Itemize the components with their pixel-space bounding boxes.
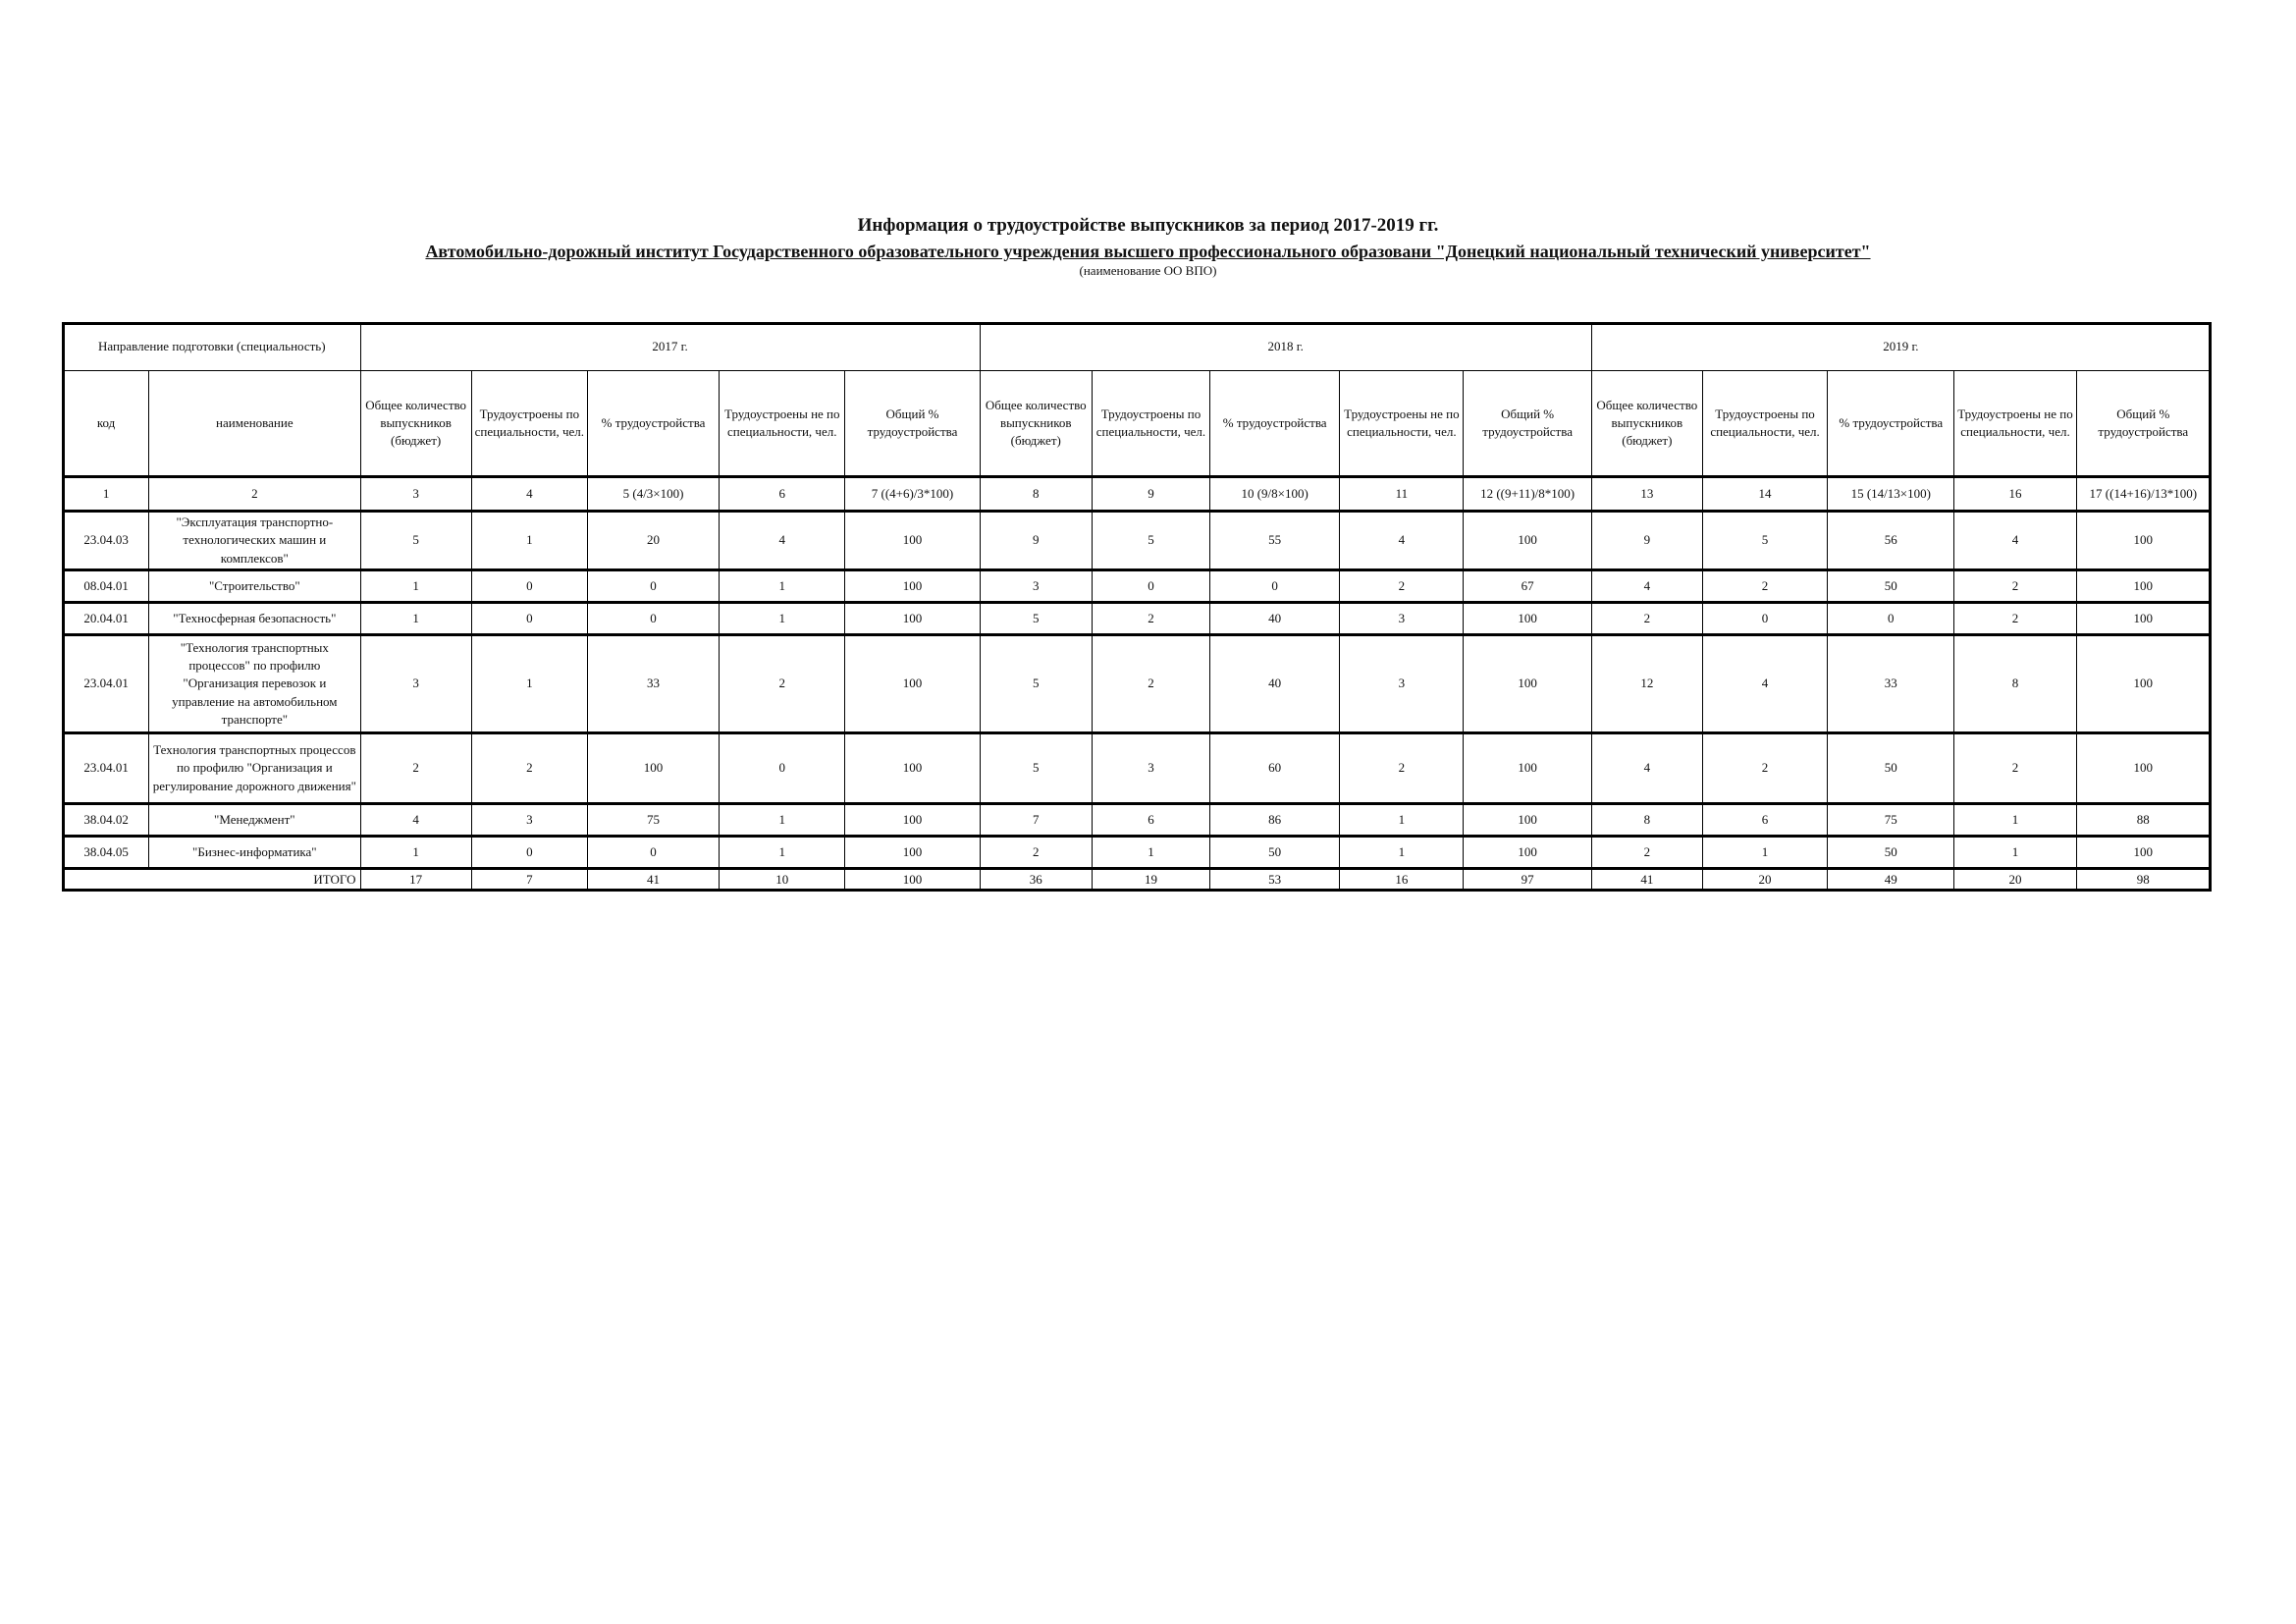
column-number: 4 — [471, 477, 587, 512]
total-value: 36 — [980, 869, 1092, 891]
column-header: Трудоустроены по специальности, чел. — [1092, 371, 1209, 477]
specialty-name: Технология транспортных процессов по профилю "Организация и регулирование дорожного движения" — [149, 733, 360, 804]
name-header: наименование — [149, 371, 360, 477]
value-cell: 2 — [1954, 570, 2076, 603]
value-cell: 6 — [1092, 804, 1209, 837]
value-cell: 8 — [1954, 635, 2076, 733]
column-header: % трудоустройства — [1828, 371, 1954, 477]
value-cell: 86 — [1210, 804, 1340, 837]
document-title: Информация о трудоустройстве выпускников за период 2017-2019 гг. — [857, 215, 1439, 236]
total-value: 20 — [1954, 869, 2076, 891]
value-cell: 100 — [845, 733, 980, 804]
column-header: Общее количество выпускников (бюджет) — [980, 371, 1092, 477]
value-cell: 1 — [1340, 837, 1464, 869]
year-header: 2019 г. — [1591, 324, 2210, 371]
column-header: Трудоустроены не по специальности, чел. — [720, 371, 845, 477]
value-cell: 0 — [1210, 570, 1340, 603]
column-number: 3 — [360, 477, 471, 512]
value-cell: 100 — [845, 635, 980, 733]
value-cell: 67 — [1464, 570, 1591, 603]
value-cell: 3 — [1340, 603, 1464, 635]
totals-row — [64, 869, 2211, 891]
value-cell: 50 — [1828, 570, 1954, 603]
value-cell: 20 — [587, 512, 719, 570]
value-cell: 2 — [1591, 837, 1702, 869]
value-cell: 75 — [587, 804, 719, 837]
value-cell: 50 — [1210, 837, 1340, 869]
value-cell: 100 — [2076, 733, 2210, 804]
column-number: 15 (14/13×100) — [1828, 477, 1954, 512]
value-cell: 1 — [1954, 837, 2076, 869]
value-cell: 100 — [2076, 603, 2210, 635]
value-cell: 2 — [720, 635, 845, 733]
value-cell: 0 — [1702, 603, 1827, 635]
value-cell: 1 — [720, 837, 845, 869]
column-header: Общее количество выпускников (бюджет) — [360, 371, 471, 477]
value-cell: 4 — [360, 804, 471, 837]
column-header: Общее количество выпускников (бюджет) — [1591, 371, 1702, 477]
value-cell: 2 — [360, 733, 471, 804]
column-header: % трудоустройства — [1210, 371, 1340, 477]
column-number: 5 (4/3×100) — [587, 477, 719, 512]
value-cell: 1 — [1702, 837, 1827, 869]
total-label: ИТОГО — [64, 869, 361, 891]
column-header: Общий % трудоустройства — [1464, 371, 1591, 477]
value-cell: 50 — [1828, 837, 1954, 869]
column-header: Трудоустроены не по специальности, чел. — [1340, 371, 1464, 477]
specialty-name: "Бизнес-информатика" — [149, 837, 360, 869]
header-row-years — [64, 324, 2211, 371]
value-cell: 3 — [980, 570, 1092, 603]
total-value: 53 — [1210, 869, 1340, 891]
value-cell: 33 — [1828, 635, 1954, 733]
column-number: 7 ((4+6)/3*100) — [845, 477, 980, 512]
column-number: 10 (9/8×100) — [1210, 477, 1340, 512]
value-cell: 1 — [720, 804, 845, 837]
specialty-name: "Менеджмент" — [149, 804, 360, 837]
value-cell: 100 — [1464, 733, 1591, 804]
value-cell: 5 — [980, 603, 1092, 635]
column-header: Трудоустроены по специальности, чел. — [471, 371, 587, 477]
column-number: 8 — [980, 477, 1092, 512]
specialty-name: "Строительство" — [149, 570, 360, 603]
value-cell: 100 — [1464, 804, 1591, 837]
value-cell: 1 — [1340, 804, 1464, 837]
value-cell: 60 — [1210, 733, 1340, 804]
value-cell: 0 — [720, 733, 845, 804]
value-cell: 2 — [1340, 570, 1464, 603]
column-number: 1 — [64, 477, 149, 512]
value-cell: 5 — [1702, 512, 1827, 570]
value-cell: 100 — [1464, 603, 1591, 635]
specialty-code: 23.04.01 — [64, 733, 149, 804]
table-row — [64, 570, 2211, 603]
year-header: 2017 г. — [360, 324, 980, 371]
value-cell: 1 — [360, 570, 471, 603]
value-cell: 100 — [845, 603, 980, 635]
table-row — [64, 733, 2211, 804]
value-cell: 12 — [1591, 635, 1702, 733]
value-cell: 100 — [2076, 512, 2210, 570]
specialty-name: "Технология транспортных процессов" по профилю "Организация перевозок и управление на автомобильном транспорте" — [149, 635, 360, 733]
value-cell: 100 — [587, 733, 719, 804]
value-cell: 55 — [1210, 512, 1340, 570]
column-number: 14 — [1702, 477, 1827, 512]
value-cell: 3 — [360, 635, 471, 733]
value-cell: 0 — [587, 570, 719, 603]
specialty-code: 20.04.01 — [64, 603, 149, 635]
numbering-row — [64, 477, 2211, 512]
value-cell: 100 — [2076, 635, 2210, 733]
table-row — [64, 603, 2211, 635]
value-cell: 4 — [1954, 512, 2076, 570]
specialty-name: "Эксплуатация транспортно-технологических машин и комплексов" — [149, 512, 360, 570]
year-header: 2018 г. — [980, 324, 1591, 371]
column-header: % трудоустройства — [587, 371, 719, 477]
value-cell: 1 — [1092, 837, 1209, 869]
value-cell: 9 — [1591, 512, 1702, 570]
specialty-code: 38.04.02 — [64, 804, 149, 837]
value-cell: 0 — [587, 837, 719, 869]
value-cell: 2 — [1702, 570, 1827, 603]
code-header: код — [64, 371, 149, 477]
column-number: 2 — [149, 477, 360, 512]
value-cell: 2 — [1092, 635, 1209, 733]
specialty-code: 23.04.01 — [64, 635, 149, 733]
value-cell: 40 — [1210, 635, 1340, 733]
value-cell: 7 — [980, 804, 1092, 837]
value-cell: 100 — [1464, 512, 1591, 570]
total-value: 19 — [1092, 869, 1209, 891]
total-value: 98 — [2076, 869, 2210, 891]
value-cell: 3 — [1340, 635, 1464, 733]
value-cell: 100 — [845, 512, 980, 570]
value-cell: 4 — [720, 512, 845, 570]
value-cell: 100 — [845, 837, 980, 869]
value-cell: 3 — [1092, 733, 1209, 804]
value-cell: 0 — [471, 837, 587, 869]
value-cell: 3 — [471, 804, 587, 837]
value-cell: 2 — [1954, 733, 2076, 804]
total-value: 7 — [471, 869, 587, 891]
value-cell: 0 — [1828, 603, 1954, 635]
total-value: 41 — [1591, 869, 1702, 891]
value-cell: 2 — [1092, 603, 1209, 635]
value-cell: 9 — [980, 512, 1092, 570]
value-cell: 5 — [980, 733, 1092, 804]
value-cell: 56 — [1828, 512, 1954, 570]
value-cell: 6 — [1702, 804, 1827, 837]
total-value: 100 — [845, 869, 980, 891]
value-cell: 100 — [2076, 570, 2210, 603]
total-value: 41 — [587, 869, 719, 891]
value-cell: 2 — [1954, 603, 2076, 635]
total-value: 10 — [720, 869, 845, 891]
value-cell: 0 — [587, 603, 719, 635]
column-header: Общий % трудоустройства — [2076, 371, 2210, 477]
specialty-code: 08.04.01 — [64, 570, 149, 603]
value-cell: 5 — [360, 512, 471, 570]
value-cell: 1 — [1954, 804, 2076, 837]
value-cell: 4 — [1702, 635, 1827, 733]
value-cell: 0 — [1092, 570, 1209, 603]
value-cell: 100 — [845, 804, 980, 837]
value-cell: 1 — [720, 603, 845, 635]
column-number: 17 ((14+16)/13*100) — [2076, 477, 2210, 512]
column-number: 9 — [1092, 477, 1209, 512]
value-cell: 4 — [1340, 512, 1464, 570]
column-number: 16 — [1954, 477, 2076, 512]
value-cell: 8 — [1591, 804, 1702, 837]
column-number: 13 — [1591, 477, 1702, 512]
value-cell: 40 — [1210, 603, 1340, 635]
column-number: 6 — [720, 477, 845, 512]
value-cell: 100 — [2076, 837, 2210, 869]
value-cell: 5 — [980, 635, 1092, 733]
organization-caption: (наименование ОО ВПО) — [1079, 263, 1217, 278]
column-header: Общий % трудоустройства — [845, 371, 980, 477]
value-cell: 50 — [1828, 733, 1954, 804]
column-number: 11 — [1340, 477, 1464, 512]
value-cell: 2 — [1340, 733, 1464, 804]
value-cell: 1 — [720, 570, 845, 603]
total-value: 16 — [1340, 869, 1464, 891]
value-cell: 1 — [471, 512, 587, 570]
value-cell: 5 — [1092, 512, 1209, 570]
total-value: 17 — [360, 869, 471, 891]
value-cell: 1 — [360, 837, 471, 869]
total-value: 97 — [1464, 869, 1591, 891]
value-cell: 75 — [1828, 804, 1954, 837]
specialty-code: 38.04.05 — [64, 837, 149, 869]
specialty-name: "Техносферная безопасность" — [149, 603, 360, 635]
value-cell: 0 — [471, 603, 587, 635]
direction-header: Направление подготовки (специальность) — [64, 324, 361, 371]
value-cell: 2 — [980, 837, 1092, 869]
column-header: Трудоустроены по специальности, чел. — [1702, 371, 1827, 477]
table-row — [64, 635, 2211, 733]
value-cell: 33 — [587, 635, 719, 733]
total-value: 20 — [1702, 869, 1827, 891]
value-cell: 2 — [471, 733, 587, 804]
value-cell: 100 — [845, 570, 980, 603]
value-cell: 2 — [1702, 733, 1827, 804]
table-row — [64, 837, 2211, 869]
specialty-code: 23.04.03 — [64, 512, 149, 570]
total-value: 49 — [1828, 869, 1954, 891]
column-header: Трудоустроены не по специальности, чел. — [1954, 371, 2076, 477]
value-cell: 4 — [1591, 733, 1702, 804]
header-row-columns — [64, 371, 2211, 477]
value-cell: 4 — [1591, 570, 1702, 603]
column-number: 12 ((9+11)/8*100) — [1464, 477, 1591, 512]
value-cell: 1 — [471, 635, 587, 733]
value-cell: 100 — [1464, 837, 1591, 869]
organization-name: Автомобильно-дорожный институт Государственного образовательного учреждения высшего профессионального образовани "Донецкий национальный технический университет" — [425, 242, 1871, 261]
employment-table — [63, 323, 2211, 891]
value-cell: 2 — [1591, 603, 1702, 635]
value-cell: 0 — [471, 570, 587, 603]
value-cell: 100 — [1464, 635, 1591, 733]
value-cell: 88 — [2076, 804, 2210, 837]
value-cell: 1 — [360, 603, 471, 635]
table-row — [64, 512, 2211, 570]
table-row — [64, 804, 2211, 837]
